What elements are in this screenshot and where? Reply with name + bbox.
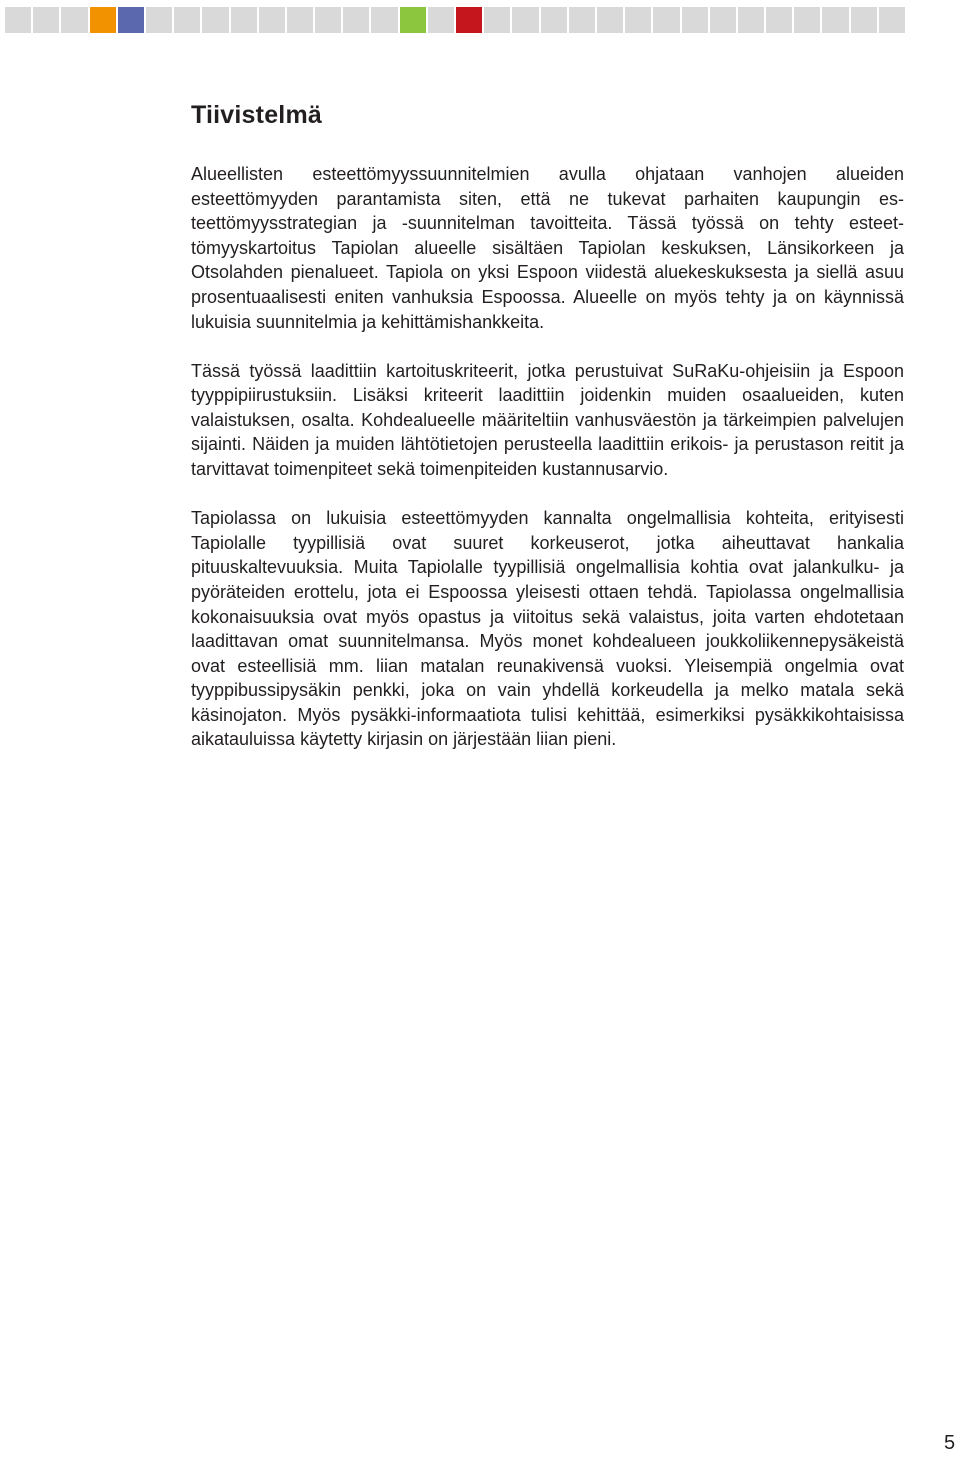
header-color-square <box>371 7 397 33</box>
header-color-square <box>5 7 31 33</box>
header-color-square <box>231 7 257 33</box>
header-color-square <box>484 7 510 33</box>
header-color-square <box>822 7 848 33</box>
header-color-square <box>174 7 200 33</box>
header-color-square <box>512 7 538 33</box>
page-number: 5 <box>944 1432 956 1454</box>
header-color-square <box>315 7 341 33</box>
paragraph-2: Tässä työssä laadittiin kartoituskriteerit, jotka perustuivat SuRaKu-ohjeisiin ja Espoon tyyppipiirustuksiin. Lisäksi kriteerit laadittiin joidenkin muiden osaalueiden, kuten valaistuksen, osalta. Kohdealueelle määriteltiin vanhusväestön ja tärkeimpien palvelujen sijainti. Näiden ja muiden lähtötietojen perusteella laadittiin erikois- ja perustason reitit ja tarvittavat toimenpiteet sekä toimenpiteiden kustannusarvio. <box>191 360 904 480</box>
header-color-square <box>259 7 285 33</box>
header-color-square <box>61 7 87 33</box>
header-color-square <box>738 7 764 33</box>
header-color-square <box>90 7 116 33</box>
header-color-square <box>682 7 708 33</box>
header-color-square <box>569 7 595 33</box>
paragraph-3: Tapiolassa on lukuisia esteettömyyden kannalta ongelmallisia kohteita, erityisesti Tapiolalle tyypillisiä ovat suuret korkeuserot, jotka aiheuttavat hankalia pituuskaltevuuksia. Muita Tapiolalle tyypillisiä ongelmallisia kohtia ovat jalankulku- ja pyöräteiden erottelu, jota ei Espoossa yleisesti ottaen tehdä. Tapiolassa ongelmallisia kokonaisuuksia ovat myös opastus ja viitoitus sekä valaistus, joita varten ehdotetaan laadittavan omat suunnitelmansa. Myös monet kohdealueen joukkoliikennepysäkeistä ovat esteellisiä mm. liian matalan reunakivensä vuoksi. Yleisempiä ongelmia ovat tyyppibussipysäkin penkki, joka on vain yhdellä korkeudella ja melko matala sekä käsinojaton. Myös pysäkki-informaatiota tulisi kehittää, esimerkiksi pysäkkikohtaisissa aikatauluissa käytetty kirjasin on järjestään liian pieni. <box>191 508 904 750</box>
header-color-strip <box>5 7 905 33</box>
header-color-square <box>202 7 228 33</box>
header-color-square <box>400 7 426 33</box>
header-color-square <box>428 7 454 33</box>
header-color-square <box>456 7 482 33</box>
header-color-square <box>146 7 172 33</box>
header-color-square <box>653 7 679 33</box>
header-color-square <box>851 7 877 33</box>
header-color-bar-end <box>879 7 905 33</box>
page-title: Tiivistelmä <box>191 101 322 129</box>
header-color-square <box>710 7 736 33</box>
header-color-square <box>118 7 144 33</box>
header-color-square <box>343 7 369 33</box>
header-color-square <box>597 7 623 33</box>
header-color-square <box>287 7 313 33</box>
header-color-square <box>766 7 792 33</box>
header-color-square <box>33 7 59 33</box>
header-color-square <box>625 7 651 33</box>
header-color-square <box>794 7 820 33</box>
paragraph-1: Alueellisten esteettömyyssuunnitelmien avulla ohjataan vanhojen alueiden esteettömyyden parantamista siten, että ne tukevat parhaiten kaupungin esteettömyysstrategian ja -suunnitelman tavoitteita. Tässä työssä on tehty esteettömyyskartoitus Tapiolan alueelle sisältäen Tapiolan keskuksen, Länsikorkeen ja Otsolahden pienalueet. Tapiola on yksi Espoon viidestä aluekeskuksesta ja siellä asuu prosentuaalisesti eniten vanhuksia Espoossa. Alueelle on myös tehty ja on käynnissä lukuisia suunnitelmia ja kehittämishankkeita. <box>191 164 904 332</box>
body-text <box>191 162 904 777</box>
header-color-square <box>541 7 567 33</box>
